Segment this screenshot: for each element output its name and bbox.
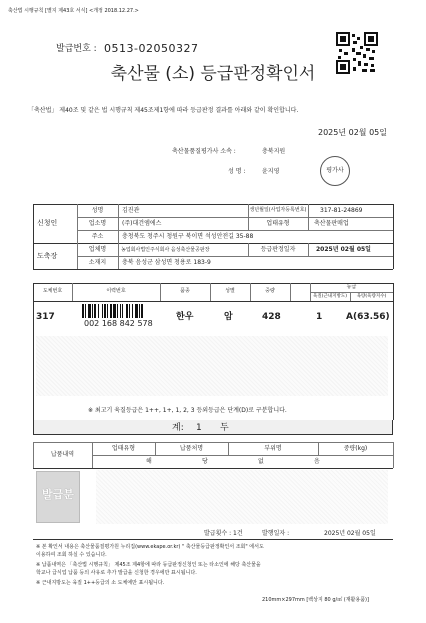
barcode-bar — [129, 304, 130, 318]
header-yield: 육량(육량지수) — [356, 294, 387, 299]
form-note: 축산법 시행규칙 [별지 제43호 서식] <개정 2018.12.27.> — [8, 8, 139, 14]
applicant-biz-type-label: 업태유형 — [266, 220, 290, 227]
slaughterhouse-location-value: 충북 음성군 삼성면 청용로 183-9 — [122, 259, 211, 266]
delivery-row-char-4: 음 — [314, 458, 320, 465]
intro-text: 「축산법」 제40조 및 같은 법 시행규칙 제45조제1항에 따라 등급판정 결과를 아래와 같이 확인합니다. — [28, 107, 299, 114]
sex-value: 암 — [224, 312, 233, 322]
applicant-biz-no-label: 생년월일(사업자등록번호) — [249, 207, 307, 213]
applicant-name-value: 김진관 — [122, 207, 140, 214]
carcass-number: 317 — [36, 312, 55, 322]
total-row — [33, 420, 393, 435]
barcode-bar — [88, 304, 91, 318]
barcode-bar — [141, 304, 143, 318]
header-meat-quality: 육질(근내지방도) — [313, 294, 347, 299]
delivery-header-weight: 중량(kg) — [343, 445, 368, 452]
barcode-bar — [107, 304, 108, 318]
applicant-name-label: 성명 — [91, 207, 104, 214]
delivery-header-part: 부위명 — [264, 445, 282, 452]
slaughterhouse-section-label: 도축장 — [37, 252, 58, 260]
grading-date-label: 등급판정일자 — [260, 246, 296, 253]
note-line-1: ※ 본 확인서 내용은 축산물품질평가원 누리집(www.ekape.or.kr) " 축산물등급판정확인서 조회" 에서도 — [36, 544, 264, 550]
delivery-section-label: 납품내역 — [50, 451, 75, 458]
delivery-row-char-3: 없 — [258, 458, 264, 465]
note-line-3: ※ 납품내역은 「축산법 시행규칙」 제45조 제4항에 따라 등급판정신청인 또는 타소인에 해당 축산물을 — [36, 562, 261, 568]
barcode-bar — [104, 304, 106, 318]
barcode-bar — [120, 304, 121, 318]
meat-quality-grade: 1 — [316, 312, 323, 322]
applicant-biz-type-value: 축산물판매업 — [314, 220, 349, 227]
applicant-section-label: 신청인 — [37, 219, 58, 227]
delivery-header-biz-type: 업태유형 — [111, 445, 136, 452]
applicant-biz-no-value: 317-81-24869 — [320, 207, 363, 214]
issue-date-label: 발행일자 : — [262, 530, 290, 537]
inspector-name-label: 성 명 : — [228, 168, 246, 175]
slaughterhouse-name-label: 업체명 — [88, 246, 107, 253]
barcode-bar — [92, 304, 93, 318]
verification-stamp-text: 발급분 — [42, 488, 74, 501]
header-sex: 성별 — [225, 288, 235, 294]
barcode-bar — [132, 304, 133, 318]
barcode-bar — [82, 304, 84, 318]
inspector-org-value: 충북지원 — [262, 148, 286, 155]
watermark-pattern — [36, 336, 388, 396]
barcode-bar — [122, 304, 123, 318]
barcode-bar — [110, 304, 112, 318]
issue-count: 발급횟수 : 1건 — [204, 530, 243, 537]
barcode-bar — [117, 304, 118, 318]
header-weight: 중량 — [265, 288, 275, 294]
delivery-row-char-2: 당 — [202, 458, 208, 465]
barcode-bar — [135, 304, 138, 318]
header-carcass-no: 도체번호 — [42, 288, 63, 294]
header-trace-no: 이력번호 — [106, 288, 126, 294]
delivery-header-recipient: 납품처명 — [179, 445, 204, 452]
total-unit: 두 — [220, 423, 229, 433]
inspector-name-value: 윤지영 — [262, 168, 280, 175]
inspector-org-label: 축산물품질평가사 소속 : — [172, 148, 236, 155]
serial-label: 발급번호 : — [56, 44, 97, 54]
inspector-stamp — [320, 156, 350, 186]
barcode-bar — [94, 304, 96, 318]
yield-grade: A(63.56) — [346, 312, 390, 322]
barcode-bar — [85, 304, 86, 318]
slaughterhouse-location-label: 소재지 — [88, 259, 107, 266]
header-grade: 등급 — [346, 284, 357, 290]
verification-stamp — [36, 471, 80, 523]
grading-date-value: 2025년 02월 05일 — [316, 246, 371, 253]
applicant-address-label: 주소 — [91, 233, 104, 240]
barcode-bar — [102, 304, 103, 318]
header-breed: 품종 — [180, 288, 190, 294]
applicant-shop-value: (주)대건엠에스 — [122, 220, 162, 227]
total-count: 1 — [196, 423, 202, 433]
issue-date: 2025년 02월 05일 — [318, 128, 387, 137]
barcode-bar — [126, 304, 128, 318]
applicant-address-value: 충청북도 청주시 청원구 북이면 석성안전길 35-88 — [122, 233, 254, 240]
serial-number: 0513-02050327 — [104, 42, 199, 55]
paper-spec: 210mm×297mm [백상지 80 g/㎡ (재활용품)] — [262, 597, 369, 603]
note-line-4: 학교나 급식업 납품 등의 사유로 추가 발급을 신청한 경우에만 표시됩니다. — [36, 570, 197, 576]
trace-number: 002 168 842 578 — [84, 319, 153, 328]
breed-value: 한우 — [176, 312, 194, 322]
barcode-bar — [98, 304, 99, 318]
issue-date-value: 2025년 02월 05일 — [324, 530, 376, 537]
grade-footnote: ※ 최고기 육질등급은 1++, 1+, 1, 2, 3 등외등급은 단계(D)로 구분합니다. — [88, 407, 287, 414]
barcode — [82, 304, 156, 318]
total-label: 계: — [172, 423, 184, 433]
barcode-bar — [139, 304, 140, 318]
applicant-shop-label: 업소명 — [88, 220, 107, 227]
document-title: 축산물 (소) 등급판정확인서 — [110, 64, 316, 84]
barcode-bar — [113, 304, 116, 318]
stamp-text: 평가사 — [326, 167, 344, 174]
slaughterhouse-name-value: 농업회사법인주식회사 음성축산물공판장 — [121, 247, 210, 253]
note-line-5: ※ 근내지방도는 육질 1++등급의 소 도체에만 표시됩니다. — [36, 580, 165, 586]
delivery-watermark — [96, 470, 388, 524]
weight-value: 428 — [262, 312, 281, 322]
note-line-2: 이용하여 조회 하실 수 있습니다. — [36, 552, 107, 558]
delivery-row-char-1: 해 — [146, 458, 152, 465]
